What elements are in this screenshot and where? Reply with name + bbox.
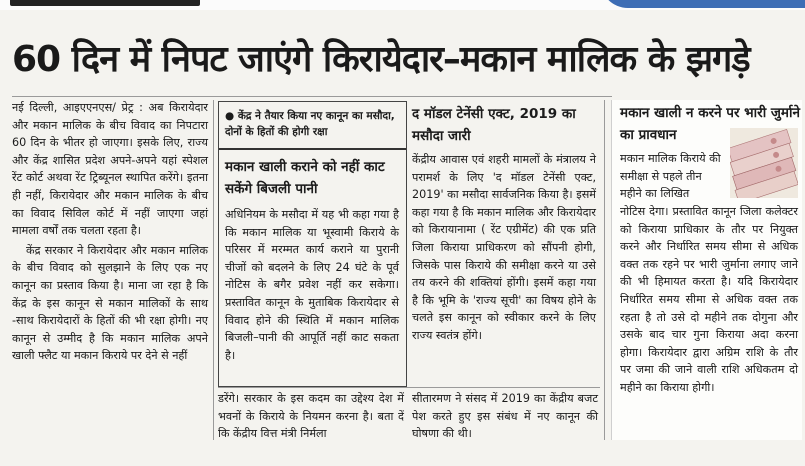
sidebar-lead: मकान मालिक किराये की समीक्षा से पहले तीन महीने का लिखित (620, 152, 721, 201)
sidebar-title: मकान खाली न करने पर भारी जुर्माने का प्रावधान (620, 105, 800, 143)
inset-body-electricity: अधिनियम के मसौदा में यह भी कहा गया है कि मकान मालिक या भूस्वामी किराये के परिसर में मरम्मत कार्य कराने या पुरानी चीजों को बदलने के लिए 24 घंटे के पूर्व नोटिस के बगैर प्रवेश नहीं कर सकेगा। प्रस्तावित कानून के मुताबिक किरायेदार से विवाद होने की स्थिति में मकान मालिक बिजली–पानी की आपूर्ति नहीं काट सकता है। (225, 208, 399, 362)
inset-bottom-rule (218, 387, 600, 388)
sidebar-box (612, 100, 802, 440)
subheading-electricity: मकान खाली कराने को नहीं काट सकेंगे बिजली पानी (225, 159, 385, 197)
article-continuation-2: सीतारमण ने संसद में 2019 का केंद्रीय बजट पेश करते हुए इस संबंध में नए कानून की घोषणा की थी। (412, 392, 598, 441)
bullet-summary: ● केंद्र ने तैयार किया नए कानून का मसौदा, दोनों के हितों की होगी रक्षा (225, 110, 395, 138)
column-divider-1 (213, 100, 214, 440)
masthead-strip (0, 0, 805, 10)
currency-photo (730, 128, 798, 198)
currency-notes-image (730, 128, 798, 198)
subheading-model-act: द मॉडल टेनेंसी एक्ट, 2019 का मसौदा जारी (412, 106, 576, 144)
article-continuation-1: डरेंगे। सरकार के इस कदम का उद्देश्य देश में भवनों के किराये के नियमन करना है। बता दें कि केंद्रीय वित्त मंत्री निर्मला (218, 392, 404, 441)
article-para-1: नई दिल्ली, आइएएनएस/ प्रेट्र : अब किरायेदार और मकान मालिक के बीच विवाद का निपटारा 60 दिन के भीतर हो जाएगा। इसके लिए, राज्य और केंद्र शासित प्रदेश अपने-अपने यहां स्पेशल रेंट कोर्ट अथवा रेंट ट्रिब्यूनल स्थापित करेंगे। इतना ही नहीं, किरायेदार और मकान मालिक के बीच का विवाद सिविल कोर्ट में नहीं जाएगा जहां मामला वर्षों तक चलता रहता है। (12, 101, 208, 238)
article-column-1 (12, 99, 208, 365)
inset-box-electricity (218, 101, 407, 387)
headline-rule (12, 96, 612, 97)
headline: 60 दिन में निपट जाएंगे किरायेदार–मकान मालिक के झगड़े (12, 39, 750, 80)
column-divider-2 (604, 100, 605, 440)
inset-body-model-act: केंद्रीय आवास एवं शहरी मामलों के मंत्रालय ने परामर्श के लिए 'द मॉडल टेनेंसी एक्ट, 2019' का मसौदा सार्वजनिक किया है। इसमें कहा गया है कि मकान मालिक और किरायेदार को किरायानामा ( रेंट एग्रीमेंट) की एक प्रति जिला किराया प्राधिकरण को सौंपनी होगी, जिसके पास किराये की समीक्षा करने या उसे तय करने की शक्तियां होंगी। इसमें कहा गया है कि भूमि के 'राज्य सूची' का विषय होने के चलते इस कानून को स्वीकार करने के लिए राज्य स्वतंत्र होंगे। (412, 153, 596, 342)
article-para-2: केंद्र सरकार ने किरायेदार और मकान मालिक के बीच विवाद को सुलझाने के लिए एक नए कानून का प्रस्ताव किया है। माना जा रहा है कि केंद्र के इस कानून से मकान मालिकों के साथ -साथ किरायेदारों के हितों की भी रक्षा होगी। नए कानून से उम्मीद है कि मकान मालिक अपने खाली फ्लैट या मकान किराये पर देने से नहीं (12, 243, 208, 363)
inset-box-rule (219, 148, 406, 150)
sidebar-body: नोटिस देगा। प्रस्तावित कानून जिला कलेक्टर को किराया प्राधिकार के तौर पर नियुक्त करने और निर्धारित समय सीमा से अधिक वक्त तक रहने पर भारी जुर्माना लगाए जाने की भी हिमायत करता है। यदि किरायेदार निर्धारित समय सीमा से अधिक वक्त तक रहता है तो उसे दो महीने तक दोगुना और उसके बाद चार गुना किराया अदा करना होगा। किरायेदार द्वारा अग्रिम राशि के तौर पर जमा की जाने वाली राशि अधिकतम दो महीने का किराया होगी। (620, 205, 798, 394)
inset-box-model-act (408, 101, 598, 385)
masthead-accent (600, 0, 805, 8)
masthead-bar (10, 0, 200, 6)
